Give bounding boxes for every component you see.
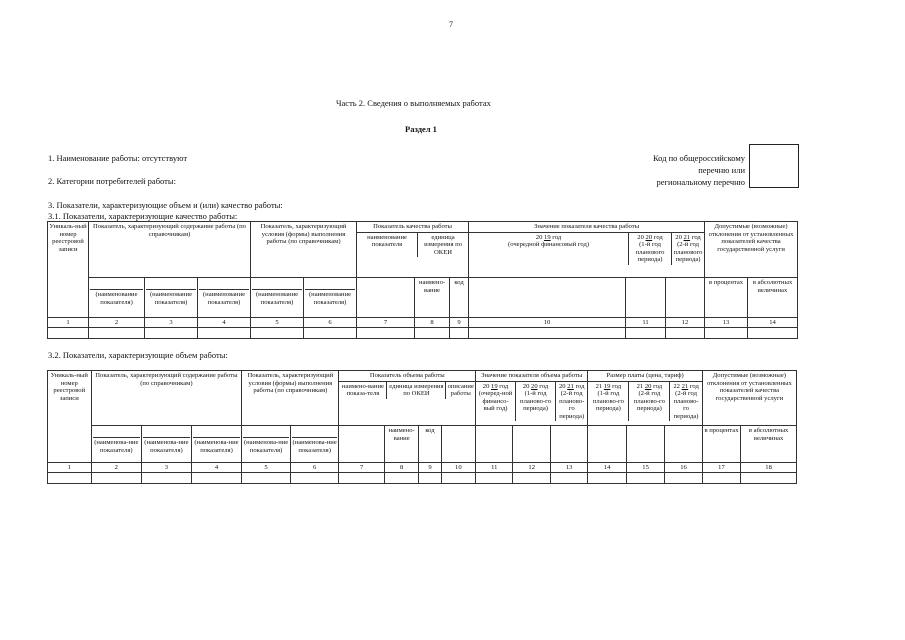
cond-sub-2: (наименова-ние показателя) [290, 426, 339, 463]
year-3-header: 20 21 год (2-й год планового периода) [673, 233, 703, 264]
table-row [48, 328, 798, 339]
quality-unit-header: единица измерения по ОКЕИ [424, 233, 462, 256]
col-num: 15 [626, 463, 664, 473]
col-content-header: Показатель, характеризующий содержание работы (по справочникам) [91, 371, 242, 426]
volume-unit-header: единица измерения по ОКЕИ [387, 382, 446, 399]
page-number: 7 [449, 20, 453, 29]
content-sub-1: (наименова-ние показателя) [91, 426, 142, 463]
deviation-abs-sub: в абсолютных величинах [741, 426, 797, 463]
col-unique-header: Уникаль-ный номер реестровой записи [48, 222, 89, 318]
col-value-header [469, 222, 705, 278]
section-title: Раздел 1 [405, 124, 437, 134]
col-deviation-header [705, 222, 798, 278]
col-content-header: Показатель, характеризующий содержание работы (по справочникам) [89, 222, 251, 278]
col-num: 3 [145, 318, 198, 328]
col-num: 6 [304, 318, 357, 328]
col-num: 6 [290, 463, 339, 473]
price-year-3-header: 22 21 год (2-й год планово-го периода) [673, 382, 699, 420]
col-num: 12 [666, 318, 705, 328]
col-num: 9 [419, 463, 441, 473]
col-num: 8 [415, 318, 450, 328]
year-2-blank [626, 278, 666, 318]
unit-code-sub: код [419, 426, 441, 463]
volume-indicators-line: 3.2. Показатели, характеризующие объем работы: [48, 350, 228, 360]
content-sub-3: (наименова-ние показателя) [191, 426, 242, 463]
blank [588, 426, 626, 463]
col-num: 11 [476, 463, 513, 473]
deviation-header-label: Допустимые (возможные) отклонения от установленных показателей качества государственной услуги [708, 223, 794, 253]
col-num: 7 [339, 463, 385, 473]
volume-name-blank [339, 426, 385, 463]
col-num: 3 [142, 463, 192, 473]
quality-table [47, 221, 798, 339]
col-value-header [476, 371, 588, 426]
col-num: 11 [626, 318, 666, 328]
col-volume-header [339, 371, 476, 426]
col-num: 14 [588, 463, 626, 473]
col-num: 1 [48, 463, 92, 473]
col-num: 13 [550, 463, 587, 473]
deviation-pct-sub: в процентах [705, 278, 748, 318]
blank [626, 426, 664, 463]
deviation-abs-sub: в абсолютных величинах [748, 278, 798, 318]
volume-name-header: наимено-вание показа-теля [339, 382, 387, 399]
volume-desc-header: описание работы [447, 382, 474, 398]
content-sub-3: (наименование показателя) [198, 278, 251, 318]
price-header-label: Размер платы (цена, тариф) [588, 371, 701, 382]
col-num: 1 [48, 318, 89, 328]
deviation-pct-sub: в процентах [702, 426, 740, 463]
col-num: 7 [357, 318, 415, 328]
unit-code-sub: код [450, 278, 469, 318]
value-header-label: Значение показателя качества работы [469, 222, 704, 233]
volume-table [47, 370, 797, 484]
col-num: 8 [384, 463, 418, 473]
col-num: 5 [242, 463, 291, 473]
col-num: 10 [469, 318, 626, 328]
cond-sub-1: (наименование показателя) [251, 278, 304, 318]
blank [513, 426, 550, 463]
blank [665, 426, 702, 463]
col-conditions-header: Показатель, характеризующий условия (формы) выполнения работы (по справочникам) [251, 222, 357, 278]
code-label-3: региональному перечню [656, 177, 745, 187]
col-deviation-header [702, 371, 796, 426]
part-title: Часть 2. Сведения о выполняемых работах [336, 98, 491, 108]
quality-name-blank [357, 278, 415, 318]
volume-header-label: Показатель объема работы [339, 371, 475, 382]
year-1-header: 20 19 год (очередной финансовый год) [469, 233, 629, 265]
consumer-category-line: 2. Категории потребителей работы: [48, 176, 176, 186]
code-label-2: перечню или [698, 165, 745, 175]
col-num: 17 [702, 463, 740, 473]
code-box[interactable] [749, 144, 799, 188]
col-num: 14 [748, 318, 798, 328]
value-year-1-header: 20 19 год (очеред-ной финансо-вый год) [476, 382, 516, 422]
blank [550, 426, 587, 463]
col-unique-header: Уникаль-ный номер реестровой записи [48, 371, 92, 463]
col-num: 4 [198, 318, 251, 328]
cond-sub-2: (наименование показателя) [304, 278, 357, 318]
year-2-header: 20 20 год (1-й год планового периода) [629, 233, 672, 265]
value-header-label: Значение показателя объема работы [476, 371, 587, 382]
col-num: 2 [91, 463, 142, 473]
year-3-blank [666, 278, 705, 318]
col-num: 4 [191, 463, 242, 473]
unit-name-sub: наимено-вание [415, 278, 450, 318]
col-num: 18 [741, 463, 797, 473]
year-1-blank [469, 278, 626, 318]
col-num: 5 [251, 318, 304, 328]
price-year-1-header: 21 19 год (1-й год планово-го периода) [588, 382, 629, 422]
quality-indicators-line: 3.1. Показатели, характеризующие качество работы: [48, 211, 238, 221]
indicators-line: 3. Показатели, характеризующие объем и (или) качество работы: [48, 200, 283, 210]
value-year-3-header: 20 21 год (2-й год планово-го периода) [558, 382, 585, 420]
col-num: 10 [441, 463, 475, 473]
blank [476, 426, 513, 463]
table-row [48, 473, 797, 484]
price-year-2-header: 21 20 год (2-й год планово-го периода) [629, 382, 670, 422]
col-quality-header [357, 222, 469, 278]
content-sub-1: (наименование показателя) [89, 278, 145, 318]
deviation-header-label: Допустимые (возможные) отклонения от установленных показателей качества государственной услуги [706, 372, 792, 402]
content-sub-2: (наименование показателя) [145, 278, 198, 318]
quality-header-label: Показатель качества работы [357, 222, 468, 233]
unit-name-sub: наимено-вание [384, 426, 418, 463]
col-price-header [588, 371, 702, 426]
quality-name-header: наименование показателя [357, 233, 418, 258]
value-year-2-header: 20 20 год (1-й год планово-го периода) [516, 382, 556, 422]
col-conditions-header: Показатель, характеризующий условия (формы) выполнения работы (по справочникам) [242, 371, 339, 426]
code-label-1: Код по общероссийскому [652, 153, 745, 163]
col-num: 2 [89, 318, 145, 328]
col-num: 9 [450, 318, 469, 328]
cond-sub-1: (наименова-ние показателя) [242, 426, 291, 463]
work-name-line: 1. Наименование работы: отсутствуют [48, 153, 188, 163]
col-num: 13 [705, 318, 748, 328]
content-sub-2: (наименова-ние показателя) [142, 426, 192, 463]
col-num: 12 [513, 463, 550, 473]
desc-blank [441, 426, 475, 463]
col-num: 16 [665, 463, 702, 473]
